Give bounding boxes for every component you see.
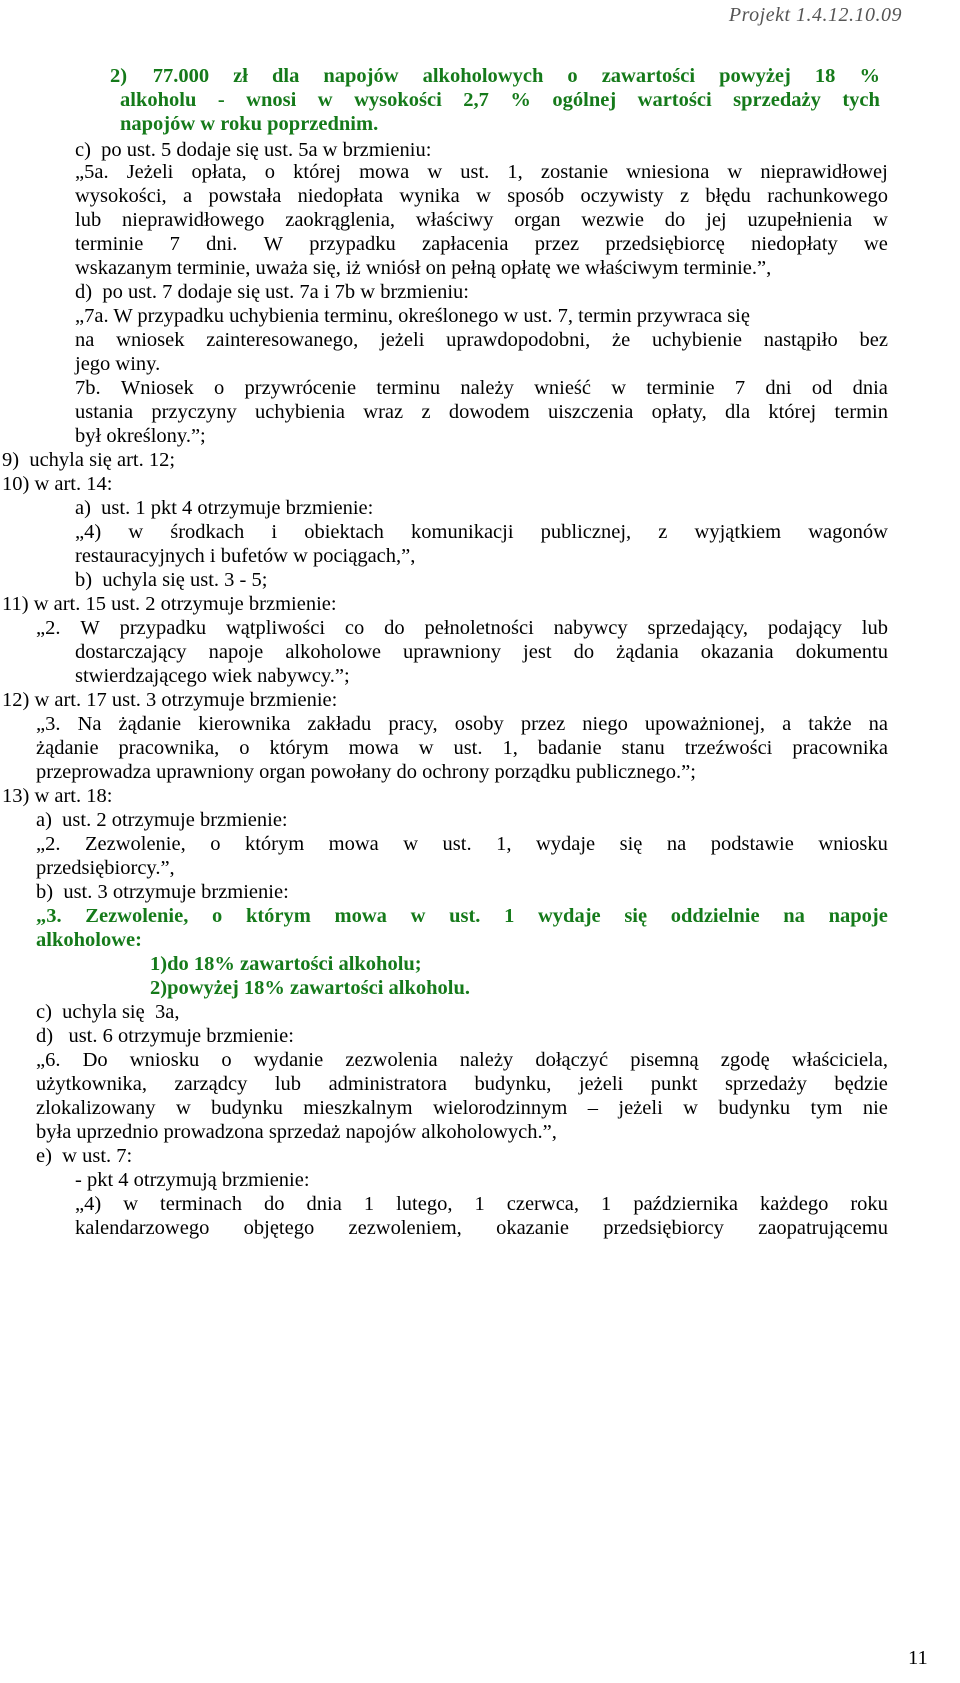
- amendment-text-line: 2)powyżej 18% zawartości alkoholu.: [150, 977, 471, 999]
- text-line: restauracyjnych i bufetów w pociągach,”,: [75, 545, 416, 567]
- text-line: d) ust. 6 otrzymuje brzmienie:: [36, 1025, 294, 1047]
- text-line: kalendarzowego objętego zezwoleniem, okazanie przedsiębiorcy zaopatrującemu: [75, 1217, 888, 1239]
- text-line: zlokalizowany w budynku mieszkalnym wielorodzinnym – jeżeli w budynku tym nie: [36, 1097, 888, 1119]
- project-version-header: Projekt 1.4.12.10.09: [728, 4, 902, 26]
- text-line: „4) w terminach do dnia 1 lutego, 1 czerwca, 1 października każdego roku: [75, 1193, 888, 1215]
- text-line: wysokości, a powstała niedopłata wynika w sposób oczywisty z błędu rachunkowego: [75, 185, 888, 207]
- text-line: wskazanym terminie, uważa się, iż wniósł on pełną opłatę we właściwym terminie.”,: [75, 257, 772, 279]
- text-line: 12) w art. 17 ust. 3 otrzymuje brzmienie:: [2, 689, 338, 711]
- text-line: był określony.”;: [75, 425, 206, 447]
- text-line: „5a. Jeżeli opłata, o której mowa w ust. 1, zostanie wniesiona w nieprawidłowej: [75, 161, 888, 183]
- text-line: jego winy.: [75, 353, 161, 375]
- text-line: 11) w art. 15 ust. 2 otrzymuje brzmienie:: [2, 593, 337, 615]
- text-line: „2. Zezwolenie, o którym mowa w ust. 1, wydaje się na podstawie wniosku: [36, 833, 888, 855]
- text-line: d) po ust. 7 dodaje się ust. 7a i 7b w brzmieniu:: [75, 281, 469, 303]
- text-line: przedsiębiorcy.”,: [36, 857, 175, 879]
- text-line: 7b. Wniosek o przywrócenie terminu należy wnieść w terminie 7 dni od dnia: [75, 377, 888, 399]
- text-line: - pkt 4 otrzymują brzmienie:: [75, 1169, 310, 1191]
- amendment-text-line: alkoholu - wnosi w wysokości 2,7 % ogólnej wartości sprzedaży tych: [120, 89, 880, 111]
- text-line: e) w ust. 7:: [36, 1145, 133, 1167]
- text-line: b) ust. 3 otrzymuje brzmienie:: [36, 881, 289, 903]
- text-line: 9) uchyla się art. 12;: [2, 449, 176, 471]
- text-line: c) po ust. 5 dodaje się ust. 5a w brzmieniu:: [75, 139, 432, 161]
- text-line: ustania przyczyny uchybienia wraz z dowodem uiszczenia opłaty, dla której termin: [75, 401, 888, 423]
- text-line: „4) w środkach i obiektach komunikacji publicznej, z wyjątkiem wagonów: [75, 521, 888, 543]
- text-line: użytkownika, zarządcy lub administratora budynku, jeżeli punkt sprzedaży będzie: [36, 1073, 888, 1095]
- text-line: 10) w art. 14:: [2, 473, 113, 495]
- text-line: „2. W przypadku wątpliwości co do pełnoletności nabywcy sprzedający, podający lub: [36, 617, 888, 639]
- text-line: na wniosek zainteresowanego, jeżeli uprawdopodobni, że uchybienie nastąpiło bez: [75, 329, 888, 351]
- text-line: b) uchyla się ust. 3 - 5;: [75, 569, 268, 591]
- text-line: „3. Na żądanie kierownika zakładu pracy, osoby przez niego upoważnionej, a także na: [36, 713, 888, 735]
- text-line: lub nieprawidłowego zaokrąglenia, właściwy organ wezwie do jej uzupełnienia w: [75, 209, 888, 231]
- amendment-text-line: napojów w roku poprzednim.: [120, 113, 379, 135]
- text-line: 13) w art. 18:: [2, 785, 113, 807]
- text-line: była uprzednio prowadzona sprzedaż napojów alkoholowych.”,: [36, 1121, 557, 1143]
- amendment-text-line: 2) 77.000 zł dla napojów alkoholowych o zawartości powyżej 18 %: [110, 65, 880, 87]
- text-line: żądanie pracownika, o którym mowa w ust. 1, badanie stanu trzeźwości pracownika: [36, 737, 888, 759]
- page-number: 11: [908, 1647, 928, 1669]
- amendment-text-line: 1)do 18% zawartości alkoholu;: [150, 953, 422, 975]
- text-line: a) ust. 2 otrzymuje brzmienie:: [36, 809, 288, 831]
- text-line: c) uchyla się 3a,: [36, 1001, 180, 1023]
- amendment-text-line: „3. Zezwolenie, o którym mowa w ust. 1 wydaje się oddzielnie na napoje: [36, 905, 888, 927]
- text-line: terminie 7 dni. W przypadku zapłacenia przez przedsiębiorcę niedopłaty we: [75, 233, 888, 255]
- text-line: przeprowadza uprawniony organ powołany do ochrony porządku publicznego.”;: [36, 761, 696, 783]
- amendment-text-line: alkoholowe:: [36, 929, 142, 951]
- text-line: dostarczający napoje alkoholowe uprawniony jest do żądania okazania dokumentu: [75, 641, 888, 663]
- text-line: stwierdzającego wiek nabywcy.”;: [75, 665, 350, 687]
- text-line: „6. Do wniosku o wydanie zezwolenia należy dołączyć pisemną zgodę właściciela,: [36, 1049, 888, 1071]
- text-line: „7a. W przypadku uchybienia terminu, określonego w ust. 7, termin przywraca się: [75, 305, 750, 327]
- text-line: a) ust. 1 pkt 4 otrzymuje brzmienie:: [75, 497, 374, 519]
